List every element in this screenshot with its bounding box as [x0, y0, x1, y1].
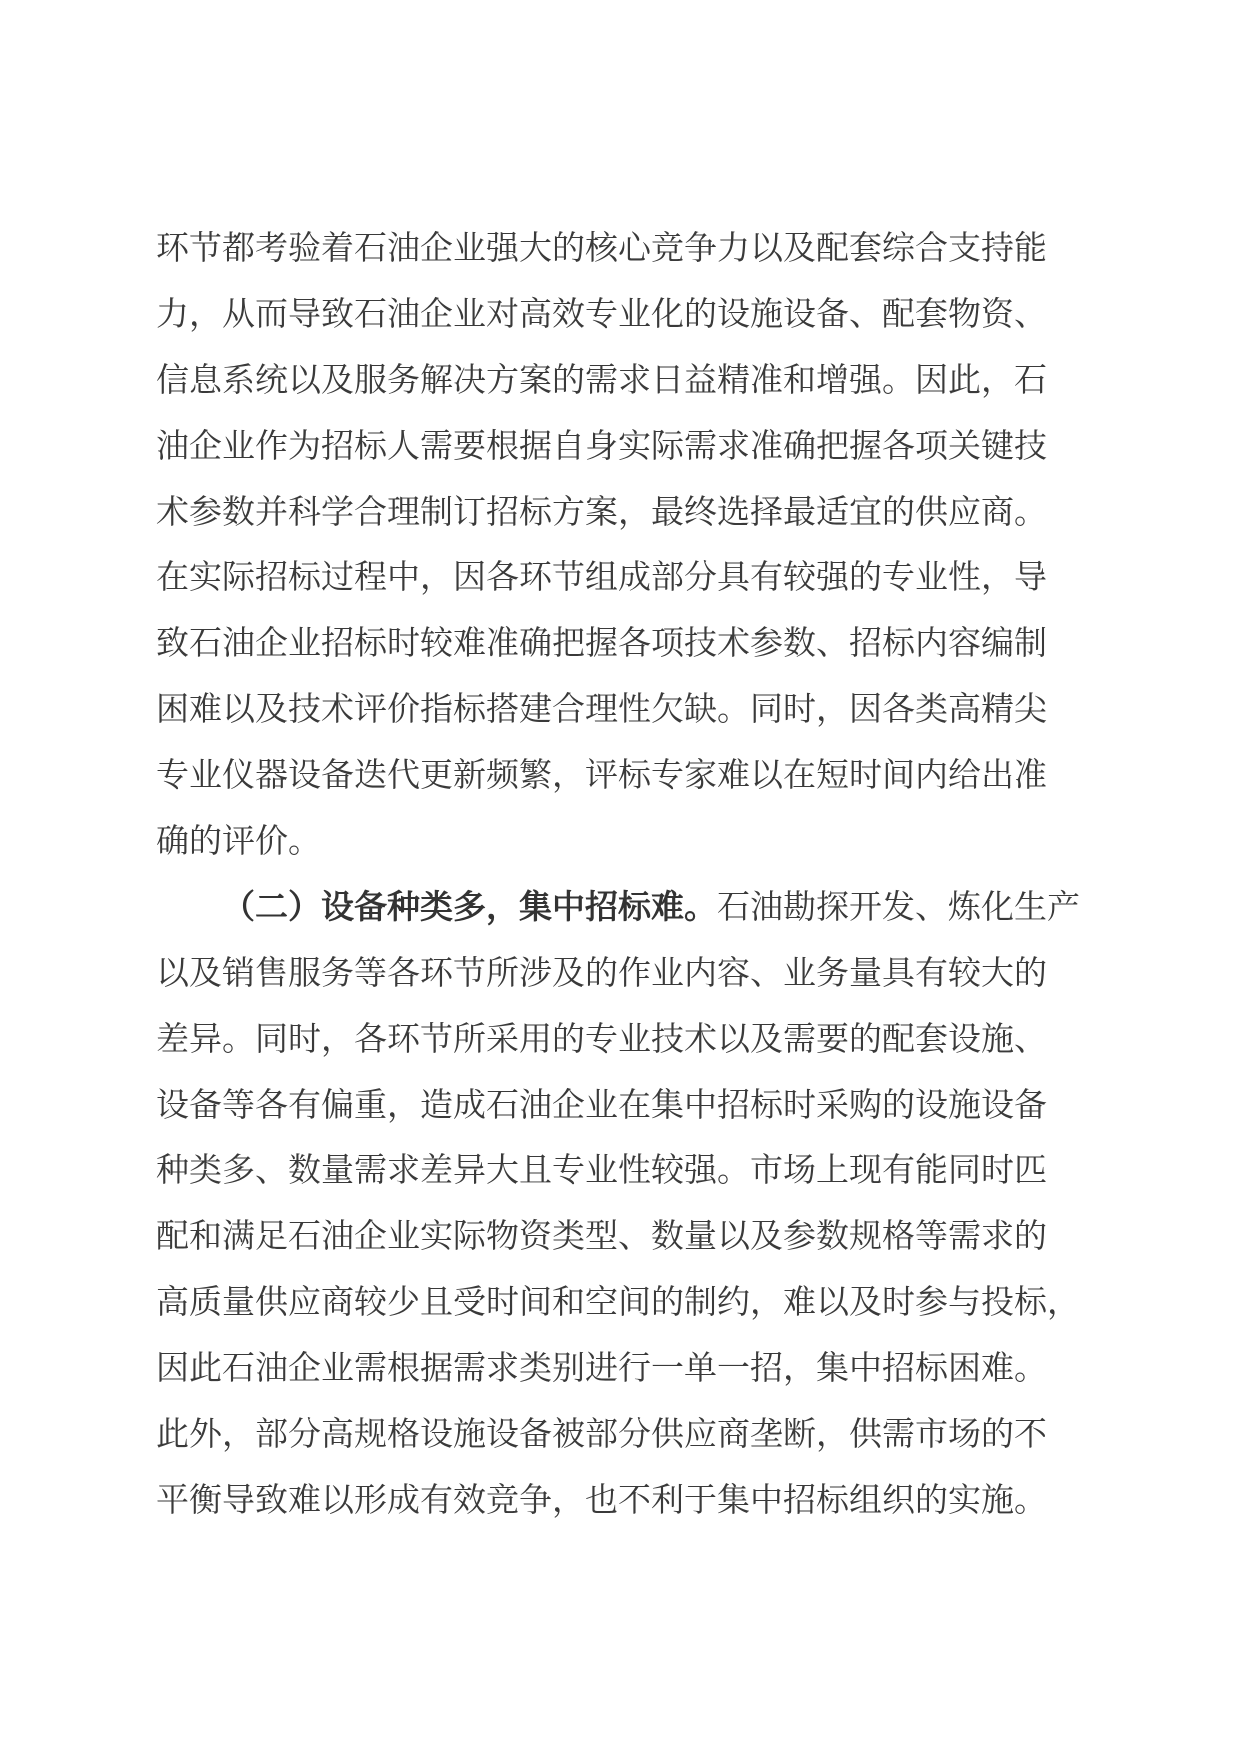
body-line: 因此石油企业需根据需求类别进行一单一招，集中招标困难。	[156, 1348, 1047, 1388]
section-heading: （二）设备种类多，集中招标难。	[222, 886, 717, 926]
section-heading-rest: 石油勘探开发、炼化生产	[717, 886, 1080, 926]
body-line: 高质量供应商较少且受时间和空间的制约，难以及时参与投标，	[156, 1282, 1080, 1322]
body-line: 配和满足石油企业实际物资类型、数量以及参数规格等需求的	[156, 1216, 1047, 1256]
body-line: 致石油企业招标时较难准确把握各项技术参数、招标内容编制	[156, 623, 1047, 663]
body-line: 信息系统以及服务解决方案的需求日益精准和增强。因此，石	[156, 359, 1047, 399]
body-line: 困难以及技术评价指标搭建合理性欠缺。同时，因各类高精尖	[156, 689, 1047, 729]
body-line: 力，从而导致石油企业对高效专业化的设施设备、配套物资、	[156, 293, 1047, 333]
document-body	[156, 215, 1096, 1533]
body-line: 设备等各有偏重，造成石油企业在集中招标时采购的设施设备	[156, 1084, 1047, 1124]
body-line: 平衡导致难以形成有效竞争，也不利于集中招标组织的实施。	[156, 1479, 1047, 1519]
body-line: 确的评价。	[156, 821, 321, 861]
body-line: 此外，部分高规格设施设备被部分供应商垄断，供需市场的不	[156, 1414, 1047, 1454]
body-line: 术参数并科学合理制订招标方案，最终选择最适宜的供应商。	[156, 491, 1047, 531]
body-line: 差异。同时，各环节所采用的专业技术以及需要的配套设施、	[156, 1018, 1047, 1058]
body-line: 种类多、数量需求差异大且专业性较强。市场上现有能同时匹	[156, 1150, 1047, 1190]
body-line: 专业仪器设备迭代更新频繁，评标专家难以在短时间内给出准	[156, 755, 1047, 795]
body-line: 油企业作为招标人需要根据自身实际需求准确把握各项关键技	[156, 425, 1047, 465]
section-heading-line	[156, 874, 1096, 940]
body-line: 在实际招标过程中，因各环节组成部分具有较强的专业性，导	[156, 557, 1047, 597]
body-line: 以及销售服务等各环节所涉及的作业内容、业务量具有较大的	[156, 952, 1047, 992]
body-line: 环节都考验着石油企业强大的核心竞争力以及配套综合支持能	[156, 228, 1047, 267]
